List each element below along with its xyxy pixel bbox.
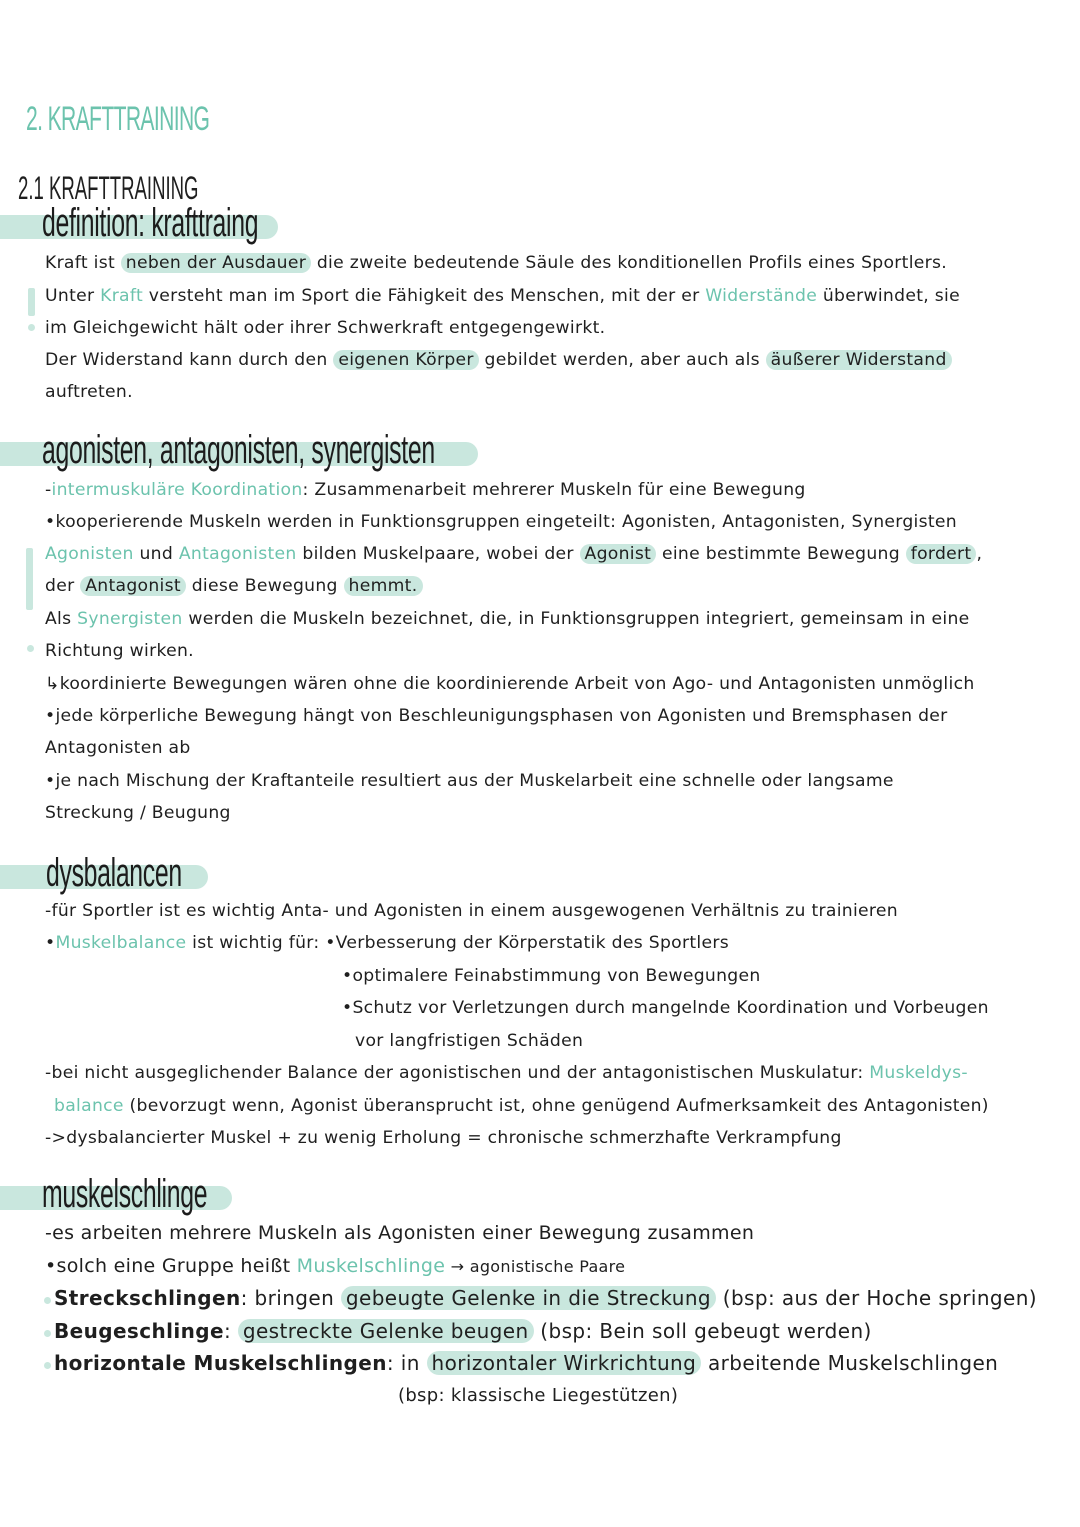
page-title: 2. KRAFTTRAINING — [26, 100, 210, 138]
highlight: äußerer Widerstand — [766, 350, 952, 370]
text-line: •optimalere Feinabstimmung von Bewegungen — [342, 966, 761, 986]
text-line: Kraft ist neben der Ausdauer die zweite bedeutende Säule des konditionellen Profils eines Sportlers. — [45, 253, 948, 273]
text-line: Streckung / Beugung — [45, 803, 231, 823]
text-line: Beugeschlinge: gestreckte Gelenke beugen (bsp: Bein soll gebeugt werden) — [54, 1319, 872, 1343]
text-line: der Antagonist diese Bewegung hemmt. — [45, 576, 423, 596]
bullet-dot — [44, 1297, 51, 1304]
text-line: -bei nicht ausgeglichender Balance der agonistischen und der antagonistischen Muskulatur: Muskeldys- — [45, 1063, 968, 1083]
highlight: gestreckte Gelenke beugen — [238, 1319, 534, 1343]
text-line: balance (bevorzugt wenn, Agonist überansprucht ist, ohne genügend Aufmerksamkeit des Antagonisten) — [54, 1096, 989, 1116]
section-title: 2.1 KRAFTTRAINING — [18, 170, 199, 206]
text-line: ->dysbalancierter Muskel + zu wenig Erholung = chronische schmerzhafte Verkrampfung — [45, 1128, 842, 1148]
heading-text: agonisten, antagonisten, synergisten — [42, 428, 435, 472]
heading-text: muskelschlinge — [42, 1172, 208, 1216]
margin-marker — [26, 548, 33, 610]
text-line: Streckschlingen: bringen gebeugte Gelenke in die Streckung (bsp: aus der Hoche springen) — [54, 1286, 1038, 1310]
heading-muskelschlinge — [0, 1172, 250, 1218]
highlight: eigenen Körper — [333, 350, 478, 370]
highlight: Agonist — [580, 544, 657, 564]
keyword: Widerstände — [705, 286, 818, 306]
text-line: Antagonisten ab — [45, 738, 191, 758]
text-line: •Schutz vor Verletzungen durch mangelnde Koordination und Vorbeugen — [342, 998, 989, 1018]
text-line: horizontale Muskelschlingen: in horizontaler Wirkrichtung arbeitende Muskelschlingen — [54, 1351, 999, 1375]
keyword: Kraft — [100, 286, 143, 306]
keyword: Antagonisten — [178, 544, 297, 564]
heading-definition — [0, 201, 300, 245]
text-line: im Gleichgewicht hält oder ihrer Schwerkraft entgegengewirkt. — [45, 318, 606, 338]
text-line: Agonisten und Antagonisten bilden Muskelpaare, wobei der Agonist eine bestimmte Bewegung fordert , — [45, 544, 983, 564]
text-line: -es arbeiten mehrere Muskeln als Agonisten einer Bewegung zusammen — [45, 1222, 755, 1244]
margin-marker — [28, 288, 35, 316]
highlight: horizontaler Wirkrichtung — [427, 1351, 702, 1375]
keyword: intermuskuläre Koordination — [51, 480, 303, 500]
heading-text: definition: krafttraing — [42, 201, 259, 245]
margin-dot — [27, 645, 34, 652]
bullet-dot — [44, 1362, 51, 1369]
bullet-dot — [44, 1330, 51, 1337]
text-line: •jede körperliche Bewegung hängt von Beschleunigungsphasen von Agonisten und Bremsphasen der — [45, 706, 948, 726]
keyword: balance — [54, 1096, 124, 1116]
text-line: •Muskelbalance ist wichtig für: •Verbesserung der Körperstatik des Sportlers — [45, 933, 729, 953]
keyword: Muskelbalance — [55, 933, 187, 953]
text-line: auftreten. — [45, 382, 133, 402]
keyword: Muskeldys- — [869, 1063, 968, 1083]
text-line: Als Synergisten werden die Muskeln bezeichnet, die, in Funktionsgruppen integriert, gemeinsam in eine — [45, 609, 970, 629]
heading-text: dysbalancen — [46, 851, 182, 895]
margin-dot — [28, 324, 35, 331]
text-line: •solch eine Gruppe heißt Muskelschlinge → agonistische Paare — [45, 1255, 626, 1277]
text-line: -für Sportler ist es wichtig Anta- und Agonisten in einem ausgewogenen Verhältnis zu trainieren — [45, 901, 898, 921]
text-line: Richtung wirken. — [45, 641, 194, 661]
highlight: neben der Ausdauer — [121, 253, 311, 273]
text-line: Unter Kraft versteht man im Sport die Fähigkeit des Menschen, mit der er Widerstände überwindet, sie — [45, 286, 960, 306]
heading-agonisten — [0, 428, 500, 472]
highlight: Antagonist — [80, 576, 186, 596]
text-line: •je nach Mischung der Kraftanteile resultiert aus der Muskelarbeit eine schnelle oder langsame — [45, 771, 894, 791]
highlight: gebeugte Gelenke in die Streckung — [341, 1286, 716, 1310]
text-line: (bsp: klassische Liegestützen) — [398, 1385, 679, 1406]
heading-dysbalancen — [0, 851, 230, 895]
text-line: ↳koordinierte Bewegungen wären ohne die koordinierende Arbeit von Ago- und Antagonisten unmöglich — [45, 674, 975, 694]
keyword: Agonisten — [45, 544, 134, 564]
text-line: Der Widerstand kann durch den eigenen Körper gebildet werden, aber auch als äußerer Widerstand — [45, 350, 952, 370]
text-line: •kooperierende Muskeln werden in Funktionsgruppen eingeteilt: Agonisten, Antagonisten, Synergisten — [45, 512, 957, 532]
keyword: Synergisten — [77, 609, 183, 629]
text-line: -intermuskuläre Koordination: Zusammenarbeit mehrerer Muskeln für eine Bewegung — [45, 480, 806, 500]
highlight: fordert — [906, 544, 977, 564]
text-line: vor langfristigen Schäden — [355, 1031, 584, 1051]
keyword: Muskelschlinge — [296, 1255, 446, 1277]
highlight: hemmt. — [344, 576, 423, 596]
